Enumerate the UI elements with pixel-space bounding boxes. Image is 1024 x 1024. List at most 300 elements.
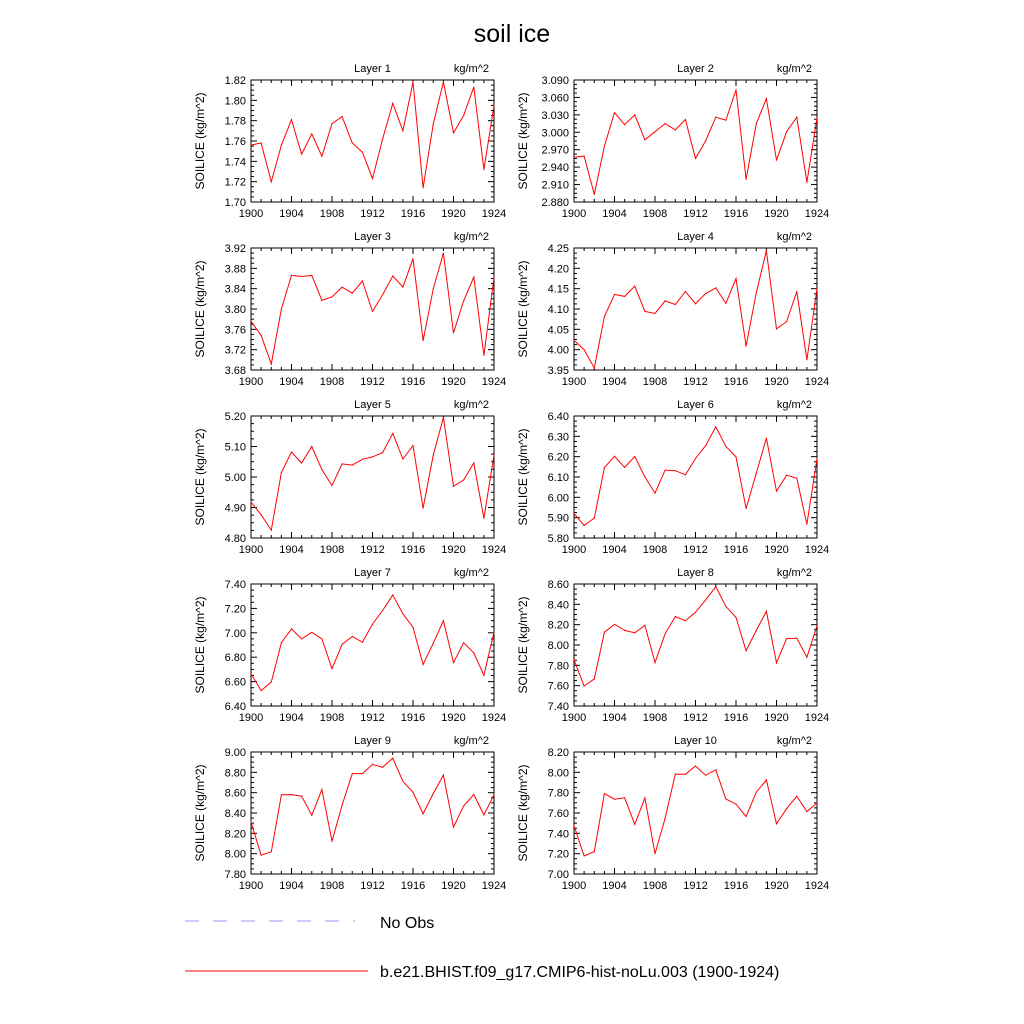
plot-frame — [574, 752, 817, 874]
legend-no-obs-label: No Obs — [380, 915, 435, 932]
data-point — [352, 465, 353, 466]
data-point — [321, 638, 322, 639]
y-axis-label: SOILICE (kg/m^2) — [516, 596, 530, 694]
data-point — [331, 485, 332, 486]
data-point — [604, 632, 605, 633]
x-tick-label: 1920 — [764, 712, 789, 724]
data-point — [423, 813, 424, 814]
y-tick-label: 5.10 — [224, 441, 246, 454]
data-point — [634, 632, 635, 633]
data-point — [665, 818, 666, 819]
data-point — [372, 764, 373, 765]
data-point — [352, 293, 353, 294]
y-tick-label: 1.82 — [224, 75, 246, 87]
data-point — [362, 459, 363, 460]
data-point — [453, 332, 454, 333]
x-tick-label: 1904 — [279, 712, 304, 724]
x-tick-label: 1904 — [279, 376, 304, 388]
plot-frame — [574, 416, 817, 538]
data-point — [342, 463, 343, 464]
data-point — [796, 796, 797, 797]
data-point — [573, 513, 574, 514]
y-tick-label: 7.60 — [547, 808, 569, 820]
data-point — [766, 779, 767, 780]
y-tick-label: 8.40 — [547, 599, 569, 612]
data-point — [614, 456, 615, 457]
plot-frame — [251, 80, 494, 202]
x-tick-label: 1916 — [400, 208, 426, 220]
y-tick-label: 3.92 — [224, 243, 246, 255]
data-point — [695, 158, 696, 159]
x-tick-label: 1904 — [602, 712, 627, 724]
data-point — [412, 81, 413, 82]
data-point — [766, 98, 767, 99]
data-point — [644, 139, 645, 140]
data-point — [342, 644, 343, 645]
data-point — [725, 120, 726, 121]
y-tick-label: 4.05 — [547, 324, 569, 337]
panel-grid — [193, 63, 829, 892]
x-tick-label: 1912 — [360, 376, 385, 388]
y-tick-label: 7.40 — [547, 701, 569, 713]
y-tick-label: 8.00 — [547, 767, 569, 780]
x-tick-label: 1920 — [441, 376, 466, 388]
data-point — [584, 349, 585, 350]
data-point — [372, 456, 373, 457]
y-tick-label: 4.00 — [547, 344, 569, 357]
data-point — [433, 454, 434, 455]
data-point — [493, 105, 494, 106]
y-tick-label: 8.20 — [547, 619, 569, 632]
data-point — [756, 292, 757, 293]
data-point — [443, 620, 444, 621]
data-point — [675, 616, 676, 617]
data-point — [584, 855, 585, 856]
data-point — [261, 335, 262, 336]
data-point — [342, 287, 343, 288]
data-point — [776, 491, 777, 492]
data-point — [654, 493, 655, 494]
data-point — [675, 470, 676, 471]
data-point — [816, 288, 817, 289]
data-point — [291, 275, 292, 276]
y-tick-label: 7.40 — [547, 828, 569, 841]
panel-layer-9 — [193, 735, 506, 892]
data-point — [423, 508, 424, 509]
data-point — [412, 258, 413, 259]
y-axis-label: SOILICE (kg/m^2) — [193, 92, 207, 190]
data-point — [756, 123, 757, 124]
data-point — [301, 638, 302, 639]
data-point — [483, 355, 484, 356]
y-axis-label: SOILICE (kg/m^2) — [193, 428, 207, 526]
data-point — [685, 119, 686, 120]
y-tick-label: 3.030 — [541, 109, 569, 122]
panel-title: Layer 3 — [354, 231, 391, 243]
data-point — [362, 773, 363, 774]
data-point — [473, 276, 474, 277]
data-point — [291, 794, 292, 795]
y-tick-label: 4.10 — [547, 304, 569, 316]
panel-title: Layer 7 — [354, 567, 391, 579]
data-point — [776, 823, 777, 824]
data-point — [725, 606, 726, 607]
data-point — [715, 287, 716, 288]
y-tick-label: 1.70 — [224, 197, 246, 209]
data-point — [443, 81, 444, 82]
series-line — [574, 587, 817, 686]
data-point — [352, 636, 353, 637]
x-tick-label: 1920 — [764, 376, 789, 388]
data-point — [806, 359, 807, 360]
plot-frame — [251, 584, 494, 706]
data-point — [261, 142, 262, 143]
data-point — [331, 668, 332, 669]
data-point — [604, 316, 605, 317]
data-point — [786, 638, 787, 639]
data-point — [362, 642, 363, 643]
data-point — [473, 87, 474, 88]
data-point — [725, 798, 726, 799]
data-point — [675, 304, 676, 305]
data-point — [453, 132, 454, 133]
data-point — [573, 659, 574, 660]
y-tick-label: 6.00 — [547, 492, 569, 505]
data-point — [281, 472, 282, 473]
unit-label: kg/m^2 — [453, 735, 489, 747]
data-point — [493, 277, 494, 278]
panel-layer-4 — [516, 231, 829, 388]
data-point — [644, 311, 645, 312]
data-point — [342, 805, 343, 806]
data-point — [493, 794, 494, 795]
data-point — [301, 276, 302, 277]
data-point — [392, 275, 393, 276]
x-tick-label: 1904 — [602, 544, 627, 556]
data-point — [443, 775, 444, 776]
y-tick-label: 2.940 — [541, 162, 569, 175]
x-tick-label: 1916 — [723, 712, 749, 724]
data-point — [443, 417, 444, 418]
data-point — [433, 123, 434, 124]
data-point — [412, 792, 413, 793]
data-point — [382, 138, 383, 139]
data-point — [746, 508, 747, 509]
y-tick-label: 7.80 — [224, 869, 246, 881]
y-tick-label: 8.20 — [547, 747, 569, 759]
data-point — [766, 611, 767, 612]
data-point — [746, 179, 747, 180]
x-tick-label: 1908 — [642, 376, 668, 388]
data-point — [281, 794, 282, 795]
data-point — [433, 288, 434, 289]
data-point — [311, 133, 312, 134]
panel-title: Layer 10 — [674, 735, 717, 747]
data-point — [473, 652, 474, 653]
data-point — [685, 774, 686, 775]
data-point — [423, 340, 424, 341]
x-tick-label: 1920 — [441, 544, 466, 556]
y-tick-label: 7.80 — [547, 660, 569, 673]
data-point — [786, 131, 787, 132]
x-tick-label: 1908 — [319, 712, 345, 724]
y-tick-label: 3.72 — [224, 344, 246, 357]
panel-title: Layer 6 — [677, 399, 714, 411]
panel-title: Layer 9 — [354, 735, 391, 747]
data-point — [776, 328, 777, 329]
data-point — [594, 678, 595, 679]
data-point — [311, 815, 312, 816]
data-point — [382, 767, 383, 768]
data-point — [594, 518, 595, 519]
data-point — [271, 851, 272, 852]
data-point — [382, 294, 383, 295]
data-point — [735, 804, 736, 805]
data-point — [665, 633, 666, 634]
y-tick-label: 6.30 — [547, 431, 569, 444]
data-point — [392, 103, 393, 104]
data-point — [463, 642, 464, 643]
data-point — [271, 363, 272, 364]
x-tick-label: 1924 — [804, 712, 830, 724]
x-tick-label: 1900 — [561, 544, 587, 556]
unit-label: kg/m^2 — [776, 231, 812, 243]
unit-label: kg/m^2 — [453, 231, 489, 243]
data-point — [423, 187, 424, 188]
y-tick-label: 6.20 — [547, 451, 569, 464]
y-tick-label: 3.000 — [541, 127, 569, 140]
x-tick-label: 1908 — [642, 712, 668, 724]
data-point — [766, 250, 767, 251]
y-tick-label: 1.72 — [224, 176, 246, 189]
data-point — [715, 586, 716, 587]
data-point — [705, 599, 706, 600]
plot-frame — [574, 80, 817, 202]
data-point — [402, 458, 403, 459]
data-point — [695, 765, 696, 766]
data-point — [705, 775, 706, 776]
data-point — [342, 116, 343, 117]
y-tick-label: 1.76 — [224, 136, 246, 148]
data-point — [281, 642, 282, 643]
data-point — [614, 112, 615, 113]
y-tick-label: 6.40 — [224, 701, 246, 713]
y-tick-label: 3.76 — [224, 324, 246, 337]
data-point — [665, 300, 666, 301]
data-point — [291, 451, 292, 452]
y-tick-label: 8.20 — [224, 828, 246, 841]
data-point — [796, 291, 797, 292]
data-point — [362, 280, 363, 281]
data-point — [634, 824, 635, 825]
panel-layer-2 — [516, 63, 829, 220]
data-point — [604, 467, 605, 468]
data-point — [463, 805, 464, 806]
x-tick-label: 1920 — [441, 712, 466, 724]
panel-title: Layer 4 — [677, 231, 714, 243]
x-tick-label: 1904 — [602, 208, 627, 220]
x-tick-label: 1904 — [279, 880, 304, 892]
data-point — [573, 157, 574, 158]
y-tick-label: 3.68 — [224, 365, 246, 377]
data-point — [301, 796, 302, 797]
series-line — [251, 595, 494, 691]
y-axis-label: SOILICE (kg/m^2) — [516, 260, 530, 358]
y-tick-label: 1.78 — [224, 115, 246, 128]
data-point — [746, 816, 747, 817]
unit-label: kg/m^2 — [776, 567, 812, 579]
unit-label: kg/m^2 — [453, 567, 489, 579]
data-point — [685, 620, 686, 621]
data-point — [715, 426, 716, 427]
data-point — [392, 758, 393, 759]
data-point — [604, 146, 605, 147]
data-point — [473, 794, 474, 795]
x-tick-label: 1908 — [642, 544, 668, 556]
x-tick-label: 1924 — [804, 544, 830, 556]
data-point — [584, 685, 585, 686]
data-point — [321, 469, 322, 470]
y-tick-label: 8.00 — [547, 640, 569, 652]
x-tick-label: 1912 — [683, 208, 708, 220]
panel-layer-7 — [193, 567, 506, 724]
data-point — [402, 781, 403, 782]
data-point — [453, 662, 454, 663]
data-point — [311, 632, 312, 633]
x-tick-label: 1920 — [764, 544, 789, 556]
x-tick-label: 1920 — [764, 208, 789, 220]
data-point — [654, 313, 655, 314]
data-point — [372, 624, 373, 625]
y-tick-label: 3.95 — [547, 365, 569, 377]
series-line — [251, 82, 494, 188]
data-point — [402, 130, 403, 131]
unit-label: kg/m^2 — [776, 399, 812, 411]
x-tick-label: 1900 — [561, 376, 587, 388]
x-tick-label: 1924 — [481, 712, 507, 724]
y-tick-label: 7.80 — [547, 787, 569, 800]
x-tick-label: 1904 — [602, 376, 627, 388]
y-tick-label: 6.80 — [224, 652, 246, 665]
data-point — [614, 799, 615, 800]
data-point — [433, 643, 434, 644]
data-point — [301, 462, 302, 463]
data-point — [756, 630, 757, 631]
data-point — [311, 275, 312, 276]
data-point — [624, 467, 625, 468]
x-tick-label: 1916 — [400, 712, 426, 724]
x-tick-label: 1924 — [481, 880, 507, 892]
panel-layer-10 — [516, 735, 829, 892]
y-tick-label: 5.90 — [547, 512, 569, 525]
data-point — [573, 340, 574, 341]
data-point — [402, 287, 403, 288]
y-tick-label: 8.60 — [547, 579, 569, 591]
data-point — [796, 478, 797, 479]
data-point — [705, 445, 706, 446]
y-tick-label: 1.74 — [224, 156, 246, 169]
y-tick-label: 7.60 — [547, 680, 569, 693]
data-point — [746, 345, 747, 346]
y-tick-label: 5.00 — [224, 472, 246, 484]
y-tick-label: 2.910 — [541, 179, 569, 192]
data-point — [806, 524, 807, 525]
x-tick-label: 1924 — [481, 376, 507, 388]
x-tick-label: 1908 — [642, 208, 668, 220]
data-point — [281, 145, 282, 146]
series-line — [574, 766, 817, 856]
data-point — [654, 853, 655, 854]
y-tick-label: 4.80 — [224, 533, 246, 545]
data-point — [382, 452, 383, 453]
data-point — [473, 462, 474, 463]
data-point — [735, 89, 736, 90]
data-point — [291, 628, 292, 629]
data-point — [695, 612, 696, 613]
data-point — [352, 142, 353, 143]
series-line — [574, 427, 817, 526]
x-tick-label: 1908 — [319, 880, 345, 892]
y-tick-label: 8.40 — [224, 808, 246, 820]
data-point — [573, 825, 574, 826]
data-point — [806, 811, 807, 812]
panel-title: Layer 5 — [354, 399, 391, 411]
x-tick-label: 1900 — [238, 208, 264, 220]
x-tick-label: 1900 — [238, 544, 264, 556]
unit-label: kg/m^2 — [453, 63, 489, 75]
x-tick-label: 1908 — [642, 880, 668, 892]
data-point — [483, 675, 484, 676]
data-point — [685, 474, 686, 475]
data-point — [584, 156, 585, 157]
y-tick-label: 7.00 — [547, 869, 569, 881]
y-tick-label: 4.25 — [547, 243, 569, 255]
data-point — [321, 789, 322, 790]
data-point — [271, 530, 272, 531]
x-tick-label: 1900 — [561, 880, 587, 892]
x-tick-label: 1916 — [400, 376, 426, 388]
data-point — [321, 156, 322, 157]
y-axis-label: SOILICE (kg/m^2) — [516, 92, 530, 190]
data-point — [634, 456, 635, 457]
data-point — [331, 841, 332, 842]
series-line — [574, 90, 817, 194]
x-tick-label: 1904 — [279, 544, 304, 556]
x-tick-label: 1920 — [441, 880, 466, 892]
x-tick-label: 1912 — [360, 712, 385, 724]
data-point — [735, 617, 736, 618]
y-tick-label: 4.15 — [547, 283, 569, 296]
x-tick-label: 1900 — [238, 712, 264, 724]
data-point — [806, 182, 807, 183]
data-point — [433, 793, 434, 794]
data-point — [271, 181, 272, 182]
x-tick-label: 1912 — [360, 208, 385, 220]
y-tick-label: 5.20 — [224, 411, 246, 423]
data-point — [250, 145, 251, 146]
data-point — [594, 367, 595, 368]
plot-frame — [574, 584, 817, 706]
data-point — [321, 300, 322, 301]
data-point — [614, 624, 615, 625]
x-tick-label: 1912 — [683, 712, 708, 724]
x-tick-label: 1920 — [441, 208, 466, 220]
y-tick-label: 2.880 — [541, 197, 569, 209]
x-tick-label: 1912 — [683, 376, 708, 388]
data-point — [271, 681, 272, 682]
data-point — [796, 117, 797, 118]
data-point — [372, 311, 373, 312]
